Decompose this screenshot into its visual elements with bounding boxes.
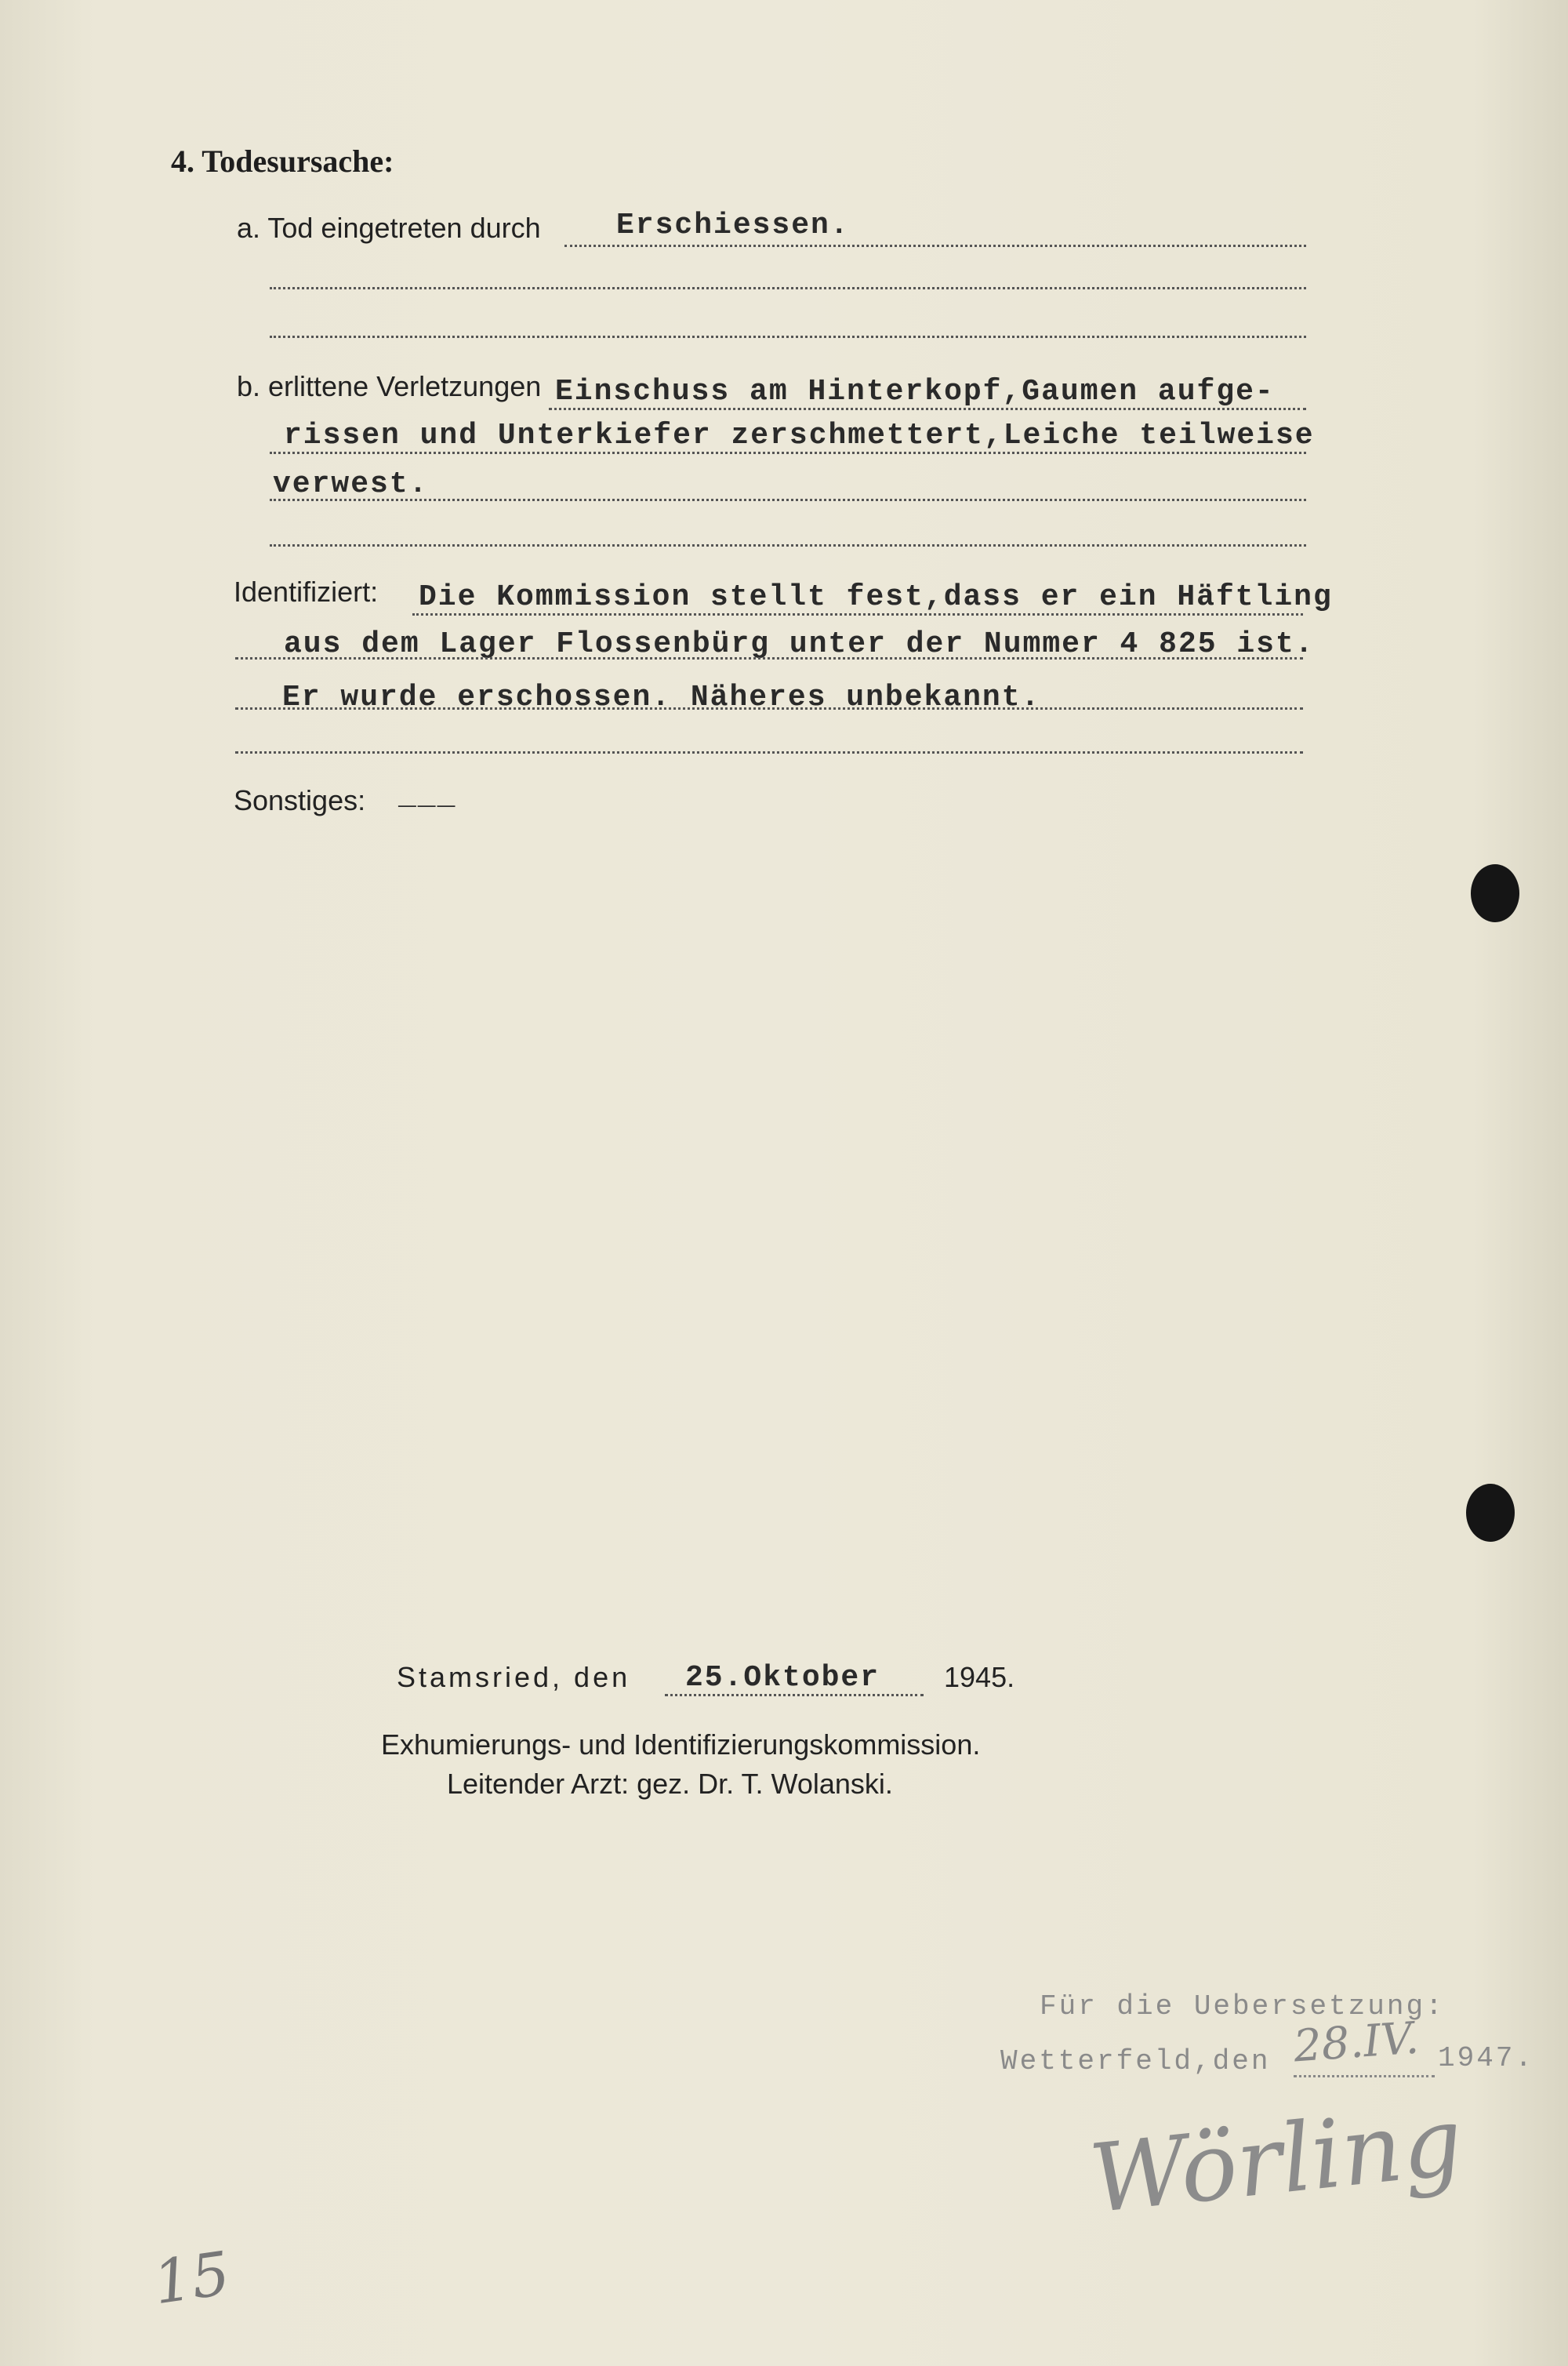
translation-stamp-year: 1947. <box>1438 2042 1535 2074</box>
page-number-mark: 15 <box>149 2237 234 2318</box>
other-value: ___ <box>398 780 457 813</box>
cause-line-2 <box>270 287 1306 289</box>
translation-stamp-line-2: Wetterfeld,den <box>1000 2045 1271 2077</box>
identified-dotted-2 <box>235 657 1303 660</box>
identified-dotted-1 <box>412 613 1303 616</box>
identified-line-2: aus dem Lager Flossenbürg unter der Nummer 4 825 ist. <box>284 627 1315 661</box>
cause-line-3 <box>270 336 1306 338</box>
translator-signature: Wörling <box>1085 2087 1468 2235</box>
translation-date-dotted <box>1294 2075 1435 2077</box>
injuries-dotted-3 <box>270 499 1306 501</box>
cause-value: Erschiessen. <box>616 209 850 242</box>
doctor-line: Leitender Arzt: gez. Dr. T. Wolanski. <box>447 1768 893 1800</box>
injuries-dotted-1 <box>549 408 1306 410</box>
cause-label: a. Tod eingetreten durch <box>237 212 541 244</box>
identified-line-3: Er wurde erschossen. Näheres unbekannt. <box>282 681 1041 714</box>
year-value: 1945. <box>944 1661 1015 1693</box>
section-heading: 4. Todesursache: <box>171 144 394 179</box>
injuries-label: b. erlittene Verletzungen <box>237 370 542 402</box>
injuries-line-2: rissen und Unterkiefer zerschmettert,Leiche teilweise <box>284 419 1315 452</box>
punch-hole-top <box>1471 864 1519 922</box>
injuries-line-3: verwest. <box>273 467 429 501</box>
date-value: 25.Oktober <box>685 1661 880 1695</box>
punch-hole-bottom <box>1466 1484 1515 1542</box>
identified-label: Identifiziert: <box>234 576 379 608</box>
date-dotted <box>665 1694 924 1696</box>
commission-name: Exhumierungs- und Identifizierungskommission. <box>381 1728 981 1761</box>
identified-dotted-4 <box>235 751 1303 754</box>
other-label: Sonstiges: <box>234 784 366 816</box>
translation-stamp-line-1: Für die Uebersetzung: <box>1040 1990 1445 2023</box>
place-label: Stamsried, den <box>397 1661 631 1693</box>
identified-dotted-3 <box>235 707 1303 710</box>
translation-date-handwritten: 28.IV. <box>1291 2012 1421 2073</box>
cause-line-1 <box>564 245 1306 247</box>
identified-line-1: Die Kommission stellt fest,dass er ein Häftling <box>419 580 1333 614</box>
injuries-dotted-4 <box>270 544 1306 547</box>
injuries-dotted-2 <box>270 452 1306 454</box>
injuries-line-1: Einschuss am Hinterkopf,Gaumen aufge- <box>555 375 1275 409</box>
